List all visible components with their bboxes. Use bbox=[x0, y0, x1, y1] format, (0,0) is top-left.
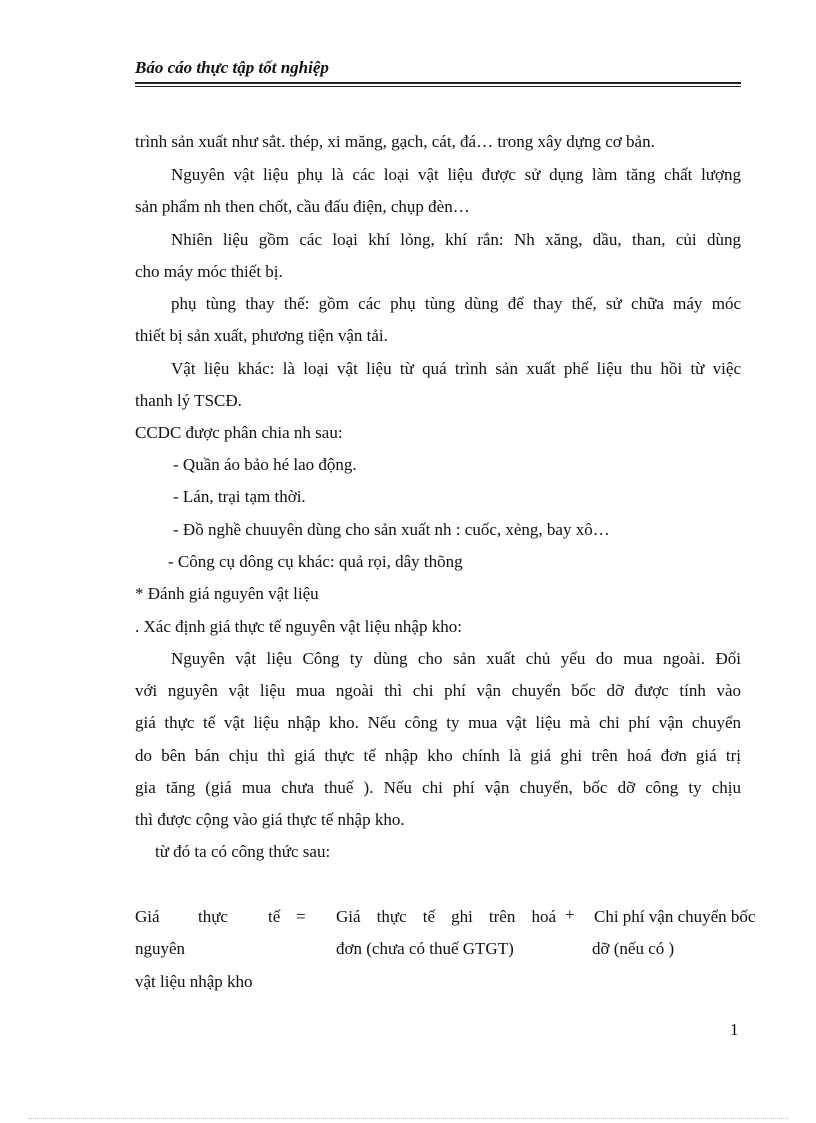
page-bottom-border bbox=[28, 1118, 788, 1119]
header-rule-thick bbox=[135, 82, 741, 84]
page-header bbox=[135, 58, 741, 87]
text-line: với nguyên vật liệu mua ngoài thì chi phí vận chuyển bốc dỡ được tính vào bbox=[135, 681, 741, 700]
text-line: CCDC được phân chia nh sau: bbox=[135, 423, 343, 442]
list-item: - Công cụ dông cụ khác: quả rọi, dây thõng bbox=[168, 552, 463, 571]
formula-right-line1: Chi phí vận chuyển bốc bbox=[594, 907, 756, 926]
text-line: Nguyên vật liệu Công ty dùng cho sản xuất chủ yếu do mua ngoài. Đối bbox=[171, 649, 741, 668]
formula-right-line2: dỡ (nếu có ) bbox=[592, 939, 675, 958]
formula-plus: + bbox=[565, 905, 575, 924]
formula-left-line2: nguyên bbox=[135, 939, 186, 958]
list-item: - Quần áo bảo hé lao động. bbox=[173, 455, 357, 474]
formula-left-word: Giá bbox=[135, 907, 160, 926]
text-line: thanh lý TSCĐ. bbox=[135, 391, 242, 410]
text-line: trình sản xuất như sắt. thép, xi măng, gạch, cát, đá… trong xây dựng cơ bản. bbox=[135, 132, 655, 151]
text-line: thì được cộng vào giá thực tế nhập kho. bbox=[135, 810, 405, 829]
list-item: - Đồ nghề chuuyên dùng cho sản xuất nh : cuốc, xẻng, bay xô… bbox=[173, 520, 610, 539]
text-line: từ đó ta có công thức sau: bbox=[155, 842, 331, 861]
text-line: Vật liệu khác: là loại vật liệu từ quá trình sản xuất phế liệu thu hồi từ việc bbox=[171, 359, 741, 378]
text-line: Nguyên vật liệu phụ là các loại vật liệu được sử dụng làm tăng chất lượng bbox=[171, 165, 741, 184]
formula-left-word: thực bbox=[198, 907, 228, 926]
text-line: Nhiên liệu gồm các loại khí lỏng, khí rắn: Nh xăng, dầu, than, củi dùng bbox=[171, 230, 741, 249]
page-number: 1 bbox=[730, 1020, 739, 1039]
text-line: * Đánh giá nguyên vật liệu bbox=[135, 584, 319, 603]
text-line: phụ tùng thay thế: gồm các phụ tùng dùng để thay thế, sử chữa máy móc bbox=[171, 294, 741, 313]
text-line: . Xác định giá thực tế nguyên vật liệu nhập kho: bbox=[135, 617, 462, 636]
list-item: - Lán, trại tạm thời. bbox=[173, 487, 306, 506]
formula-left-line3: vật liệu nhập kho bbox=[135, 972, 253, 991]
text-line: gia tăng (giá mua chưa thuế ). Nếu chi phí vận chuyển, bốc dỡ công ty chịu bbox=[135, 778, 741, 797]
header-title: Báo cáo thực tập tốt nghiệp bbox=[135, 58, 329, 77]
text-line: cho máy móc thiết bị. bbox=[135, 262, 283, 281]
text-line: sản phẩm nh then chốt, cầu đấu điện, chụp đèn… bbox=[135, 197, 470, 216]
formula-left-word: tế bbox=[268, 907, 281, 926]
text-line: thiết bị sản xuất, phương tiện vận tải. bbox=[135, 326, 388, 345]
formula-middle-line2: đơn (chưa có thuế GTGT) bbox=[336, 939, 514, 958]
text-line: do bên bán chịu thì giá thực tế nhập kho chính là giá ghi trên hoá đơn giá trị bbox=[135, 746, 741, 765]
formula-equals: = bbox=[296, 907, 306, 926]
text-line: giá thực tế vật liệu nhập kho. Nếu công ty mua vật liệu mà chi phí vận chuyển bbox=[135, 713, 741, 732]
formula-middle-line1: Giá thực tế ghi trên hoá bbox=[336, 907, 556, 926]
header-rule-thin bbox=[135, 86, 741, 87]
